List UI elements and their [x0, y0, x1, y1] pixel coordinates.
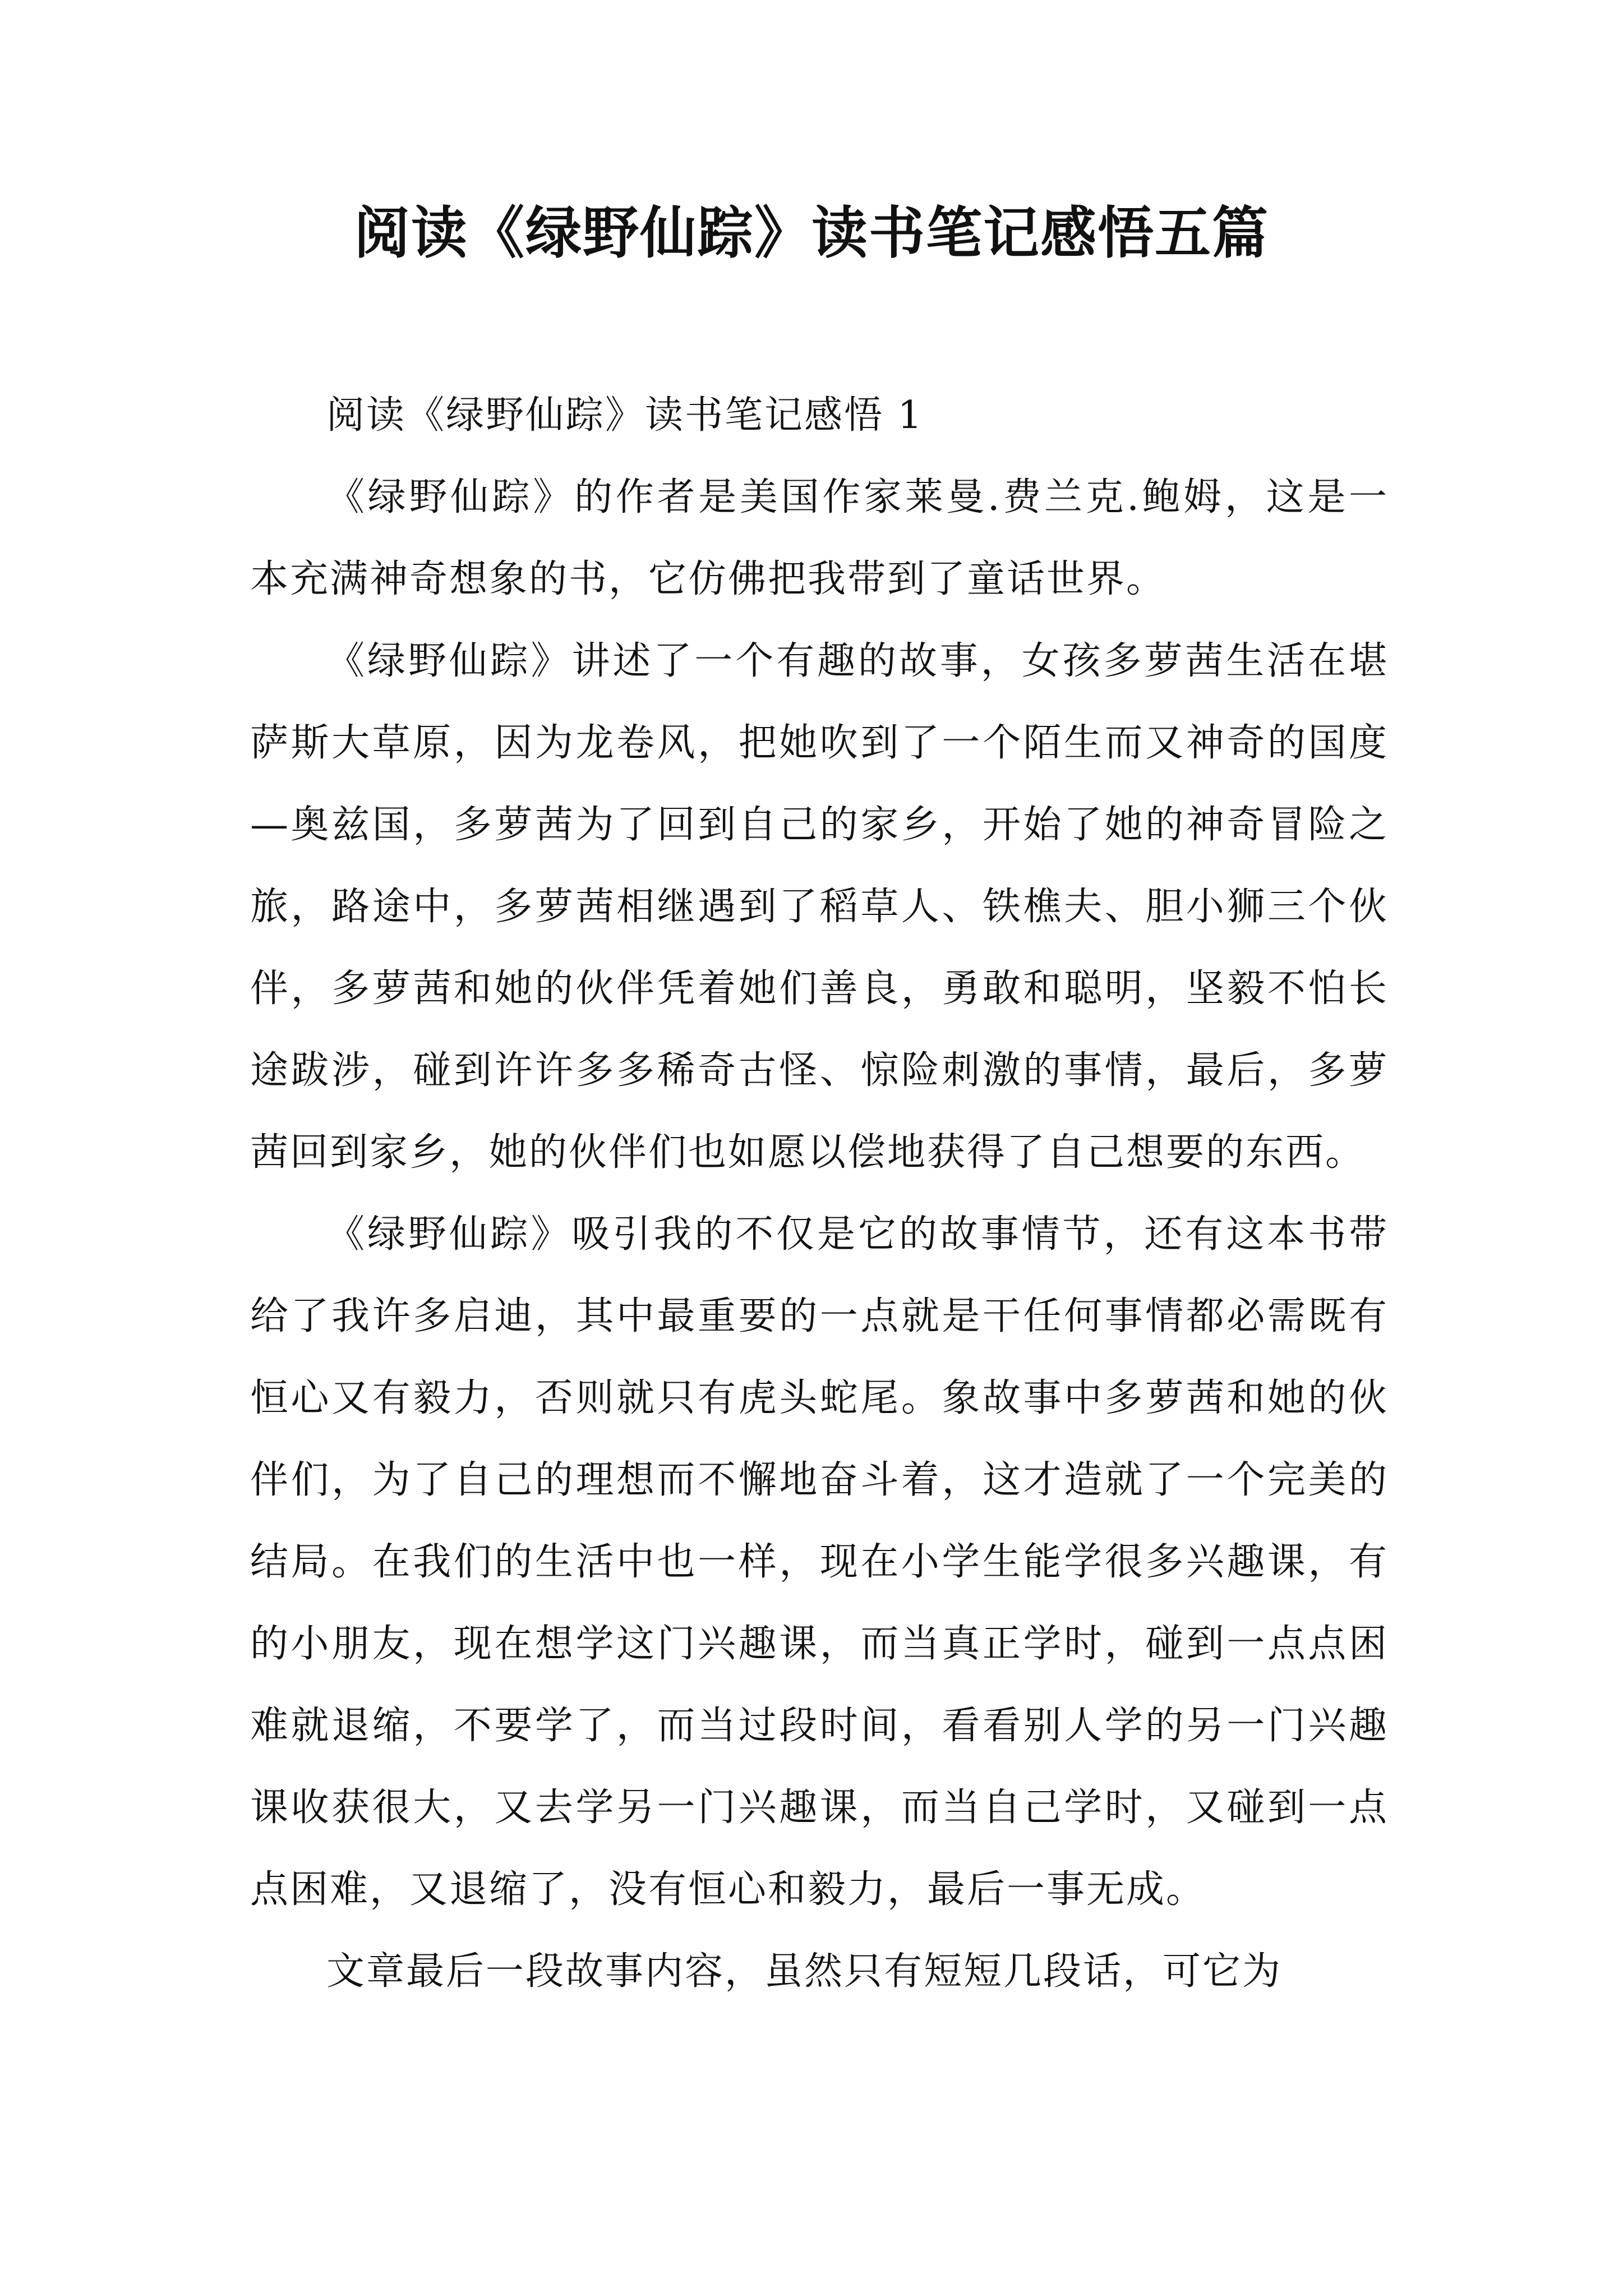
paragraph: 《绿野仙踪》的作者是美国作家莱曼.费兰克.鲍姆，这是一本充满神奇想象的书，它仿佛把我带到了童话世界。 — [250, 475, 1389, 601]
paragraph: 文章最后一段故事内容，虽然只有短短几段话，可它为 — [326, 1949, 1283, 1994]
document-title: 阅读《绿野仙踪》读书笔记感悟五篇 — [354, 200, 1269, 266]
document-body — [250, 375, 1389, 2013]
paragraph: 《绿野仙踪》讲述了一个有趣的故事，女孩多萝茜生活在堪萨斯大草原，因为龙卷风，把她吹到了一个陌生而又神奇的国度—奥兹国，多萝茜为了回到自己的家乡，开始了她的神奇冒险之旅，路途中，多萝茜相继遇到了稻草人、铁樵夫、胆小狮三个伙伴，多萝茜和她的伙伴凭着她们善良，勇敢和聪明，坚毅不怕长途跋涉，碰到许许多多稀奇古怪、惊险刺激的事情，最后，多萝茜回到家乡，她的伙伴们也如愿以偿地获得了自己想要的东西。 — [250, 639, 1389, 1175]
section-heading: 阅读《绿野仙踪》读书笔记感悟 1 — [326, 393, 924, 438]
paragraph: 《绿野仙踪》吸引我的不仅是它的故事情节，还有这本书带给了我许多启迪，其中最重要的一点就是干任何事情都必需既有恒心又有毅力，否则就只有虎头蛇尾。象故事中多萝茜和她的伙伴们，为了自己的理想而不懈地奋斗着，这才造就了一个完美的结局。在我们的生活中也一样，现在小学生能学很多兴趣课，有的小朋友，现在想学这门兴趣课，而当真正学时，碰到一点点困难就退缩，不要学了，而当过段时间，看看别人学的另一门兴趣课收获很大，又去学另一门兴趣课，而当自己学时，又碰到一点点困难，又退缩了，没有恒心和毅力，最后一事无成。 — [250, 1212, 1389, 1912]
